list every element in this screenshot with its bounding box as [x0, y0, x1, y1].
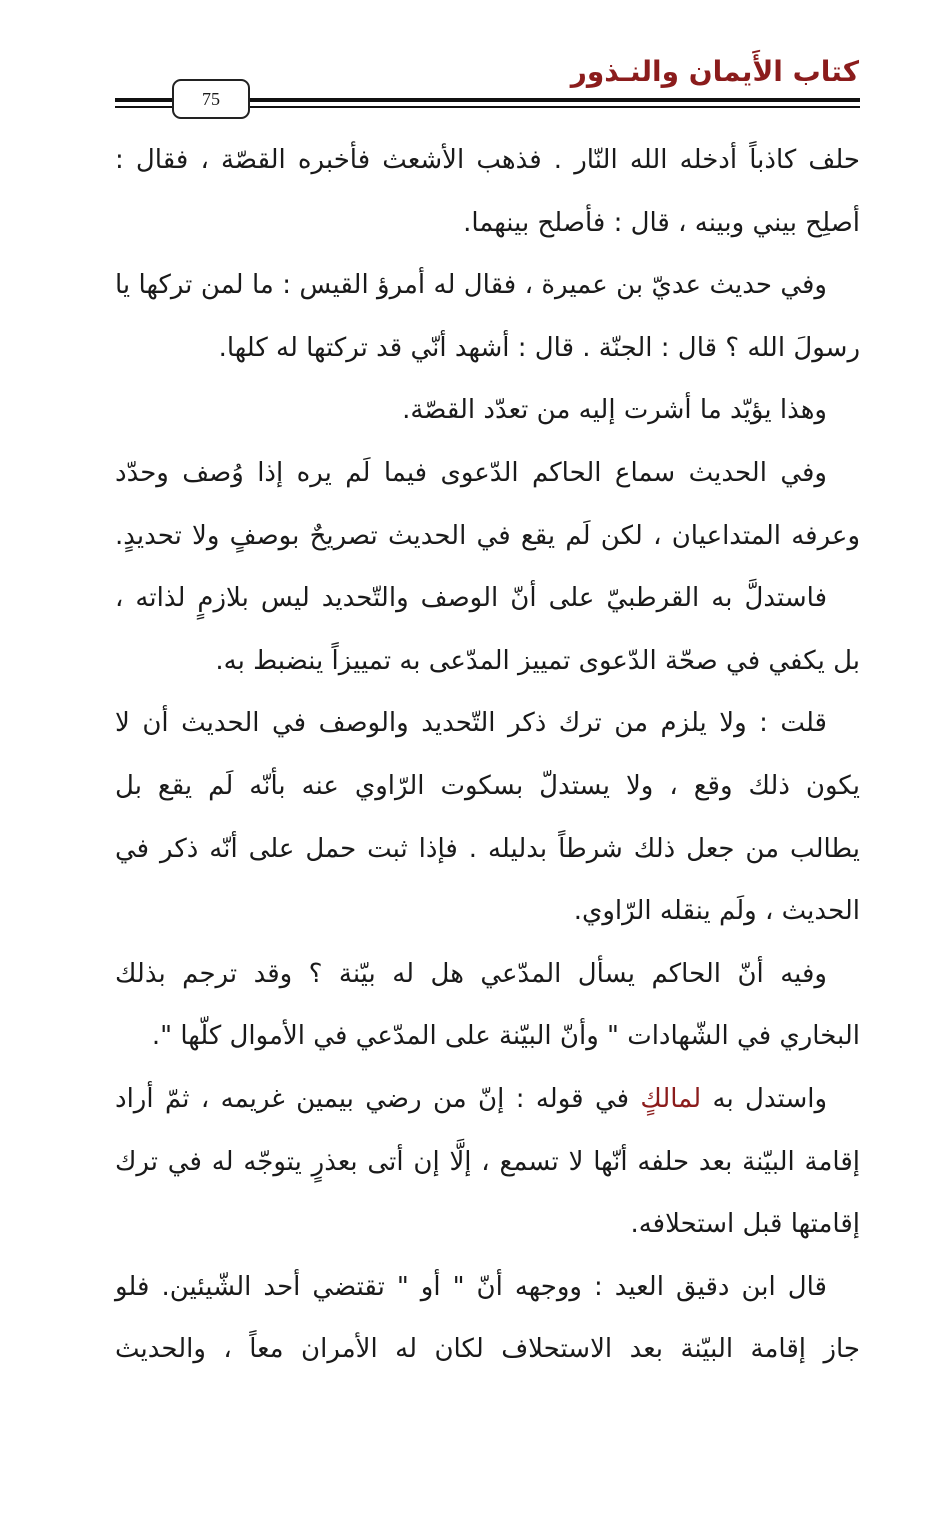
- text-line: وعرفه المتداعيان ، لكن لَم يقع في الحديث تصريحٌ بوصفٍ ولا تحديدٍ.: [115, 520, 860, 551]
- text-line: حلف كاذباً أدخله الله النّار . فذهب الأشعث فأخبره القصّة ، فقال :: [115, 145, 860, 175]
- text-line: إقامتها قبل استحلافه.: [630, 1209, 860, 1240]
- text-line: أصلِح بيني وبينه ، قال : فأصلح بينهما.: [463, 207, 860, 238]
- line-text-before: واستدل به: [701, 1083, 828, 1114]
- text-line: يكون ذلك وقع ، ولا يستدلّ بسكوت الرّاوي عنه بأنّه لَم يقع بل: [115, 770, 860, 801]
- text-line: وفي حديث عديّ بن عميرة ، فقال له أمرؤ القيس : ما لمن تركها يا: [115, 270, 827, 301]
- text-line: وفيه أنّ الحاكم يسأل المدّعي هل له بيّنة ؟ وقد ترجم بذلك: [115, 958, 827, 989]
- text-line: رسولَ الله ؟ قال : الجنّة . قال : أشهد أنّي قد تركتها له كلها.: [218, 332, 860, 363]
- line-text-after: في قوله : إنّ من رضي بيمين غريمه ، ثمّ أراد: [115, 1083, 641, 1114]
- text-line: الحديث ، ولَم ينقله الرّاوي.: [573, 896, 860, 927]
- book-title: كتاب الأَيمان والنـذور: [570, 55, 859, 88]
- text-line: قلت : ولا يلزم من ترك ذكر التّحديد والوصف في الحديث أن لا: [115, 708, 827, 739]
- text-line: البخاري في الشّهادات " وأنّ البيّنة على المدّعي في الأموال كلّها ".: [151, 1021, 860, 1052]
- text-line: قال ابن دقيق العيد : ووجهه أنّ " أو " تقتضي أحد الشّيئين. فلو: [115, 1271, 827, 1302]
- text-line: فاستدلَّ به القرطبيّ على أنّ الوصف والتّحديد ليس بلازمٍ لذاته ،: [115, 583, 827, 614]
- text-line: جاز إقامة البيّنة بعد الاستحلاف لكان له الأمران معاً ، والحديث: [115, 1334, 860, 1365]
- text-line: يطالب من جعل ذلك شرطاً بدليله . فإذا ثبت حمل على أنّه ذكر في: [115, 833, 860, 864]
- text-line: وهذا يؤيّد ما أشرت إليه من تعدّد القصّة.: [402, 395, 827, 426]
- text-line: إقامة البيّنة بعد حلفه أنّها لا تسمع ، إلَّا إن أتى بعذرٍ يتوجّه له في ترك: [115, 1146, 860, 1177]
- page-number: 75: [172, 79, 250, 119]
- text-line: [115, 1068, 860, 1131]
- text-line: بل يكفي في صحّة الدّعوى تمييز المدّعى به تمييزاً ينضبط به.: [215, 645, 860, 676]
- highlighted-name: لمالكٍ: [640, 1083, 702, 1114]
- page-body: [115, 129, 860, 1381]
- text-line: وفي الحديث سماع الحاكم الدّعوى فيما لَم يره إذا وُصف وحدّد: [115, 457, 827, 488]
